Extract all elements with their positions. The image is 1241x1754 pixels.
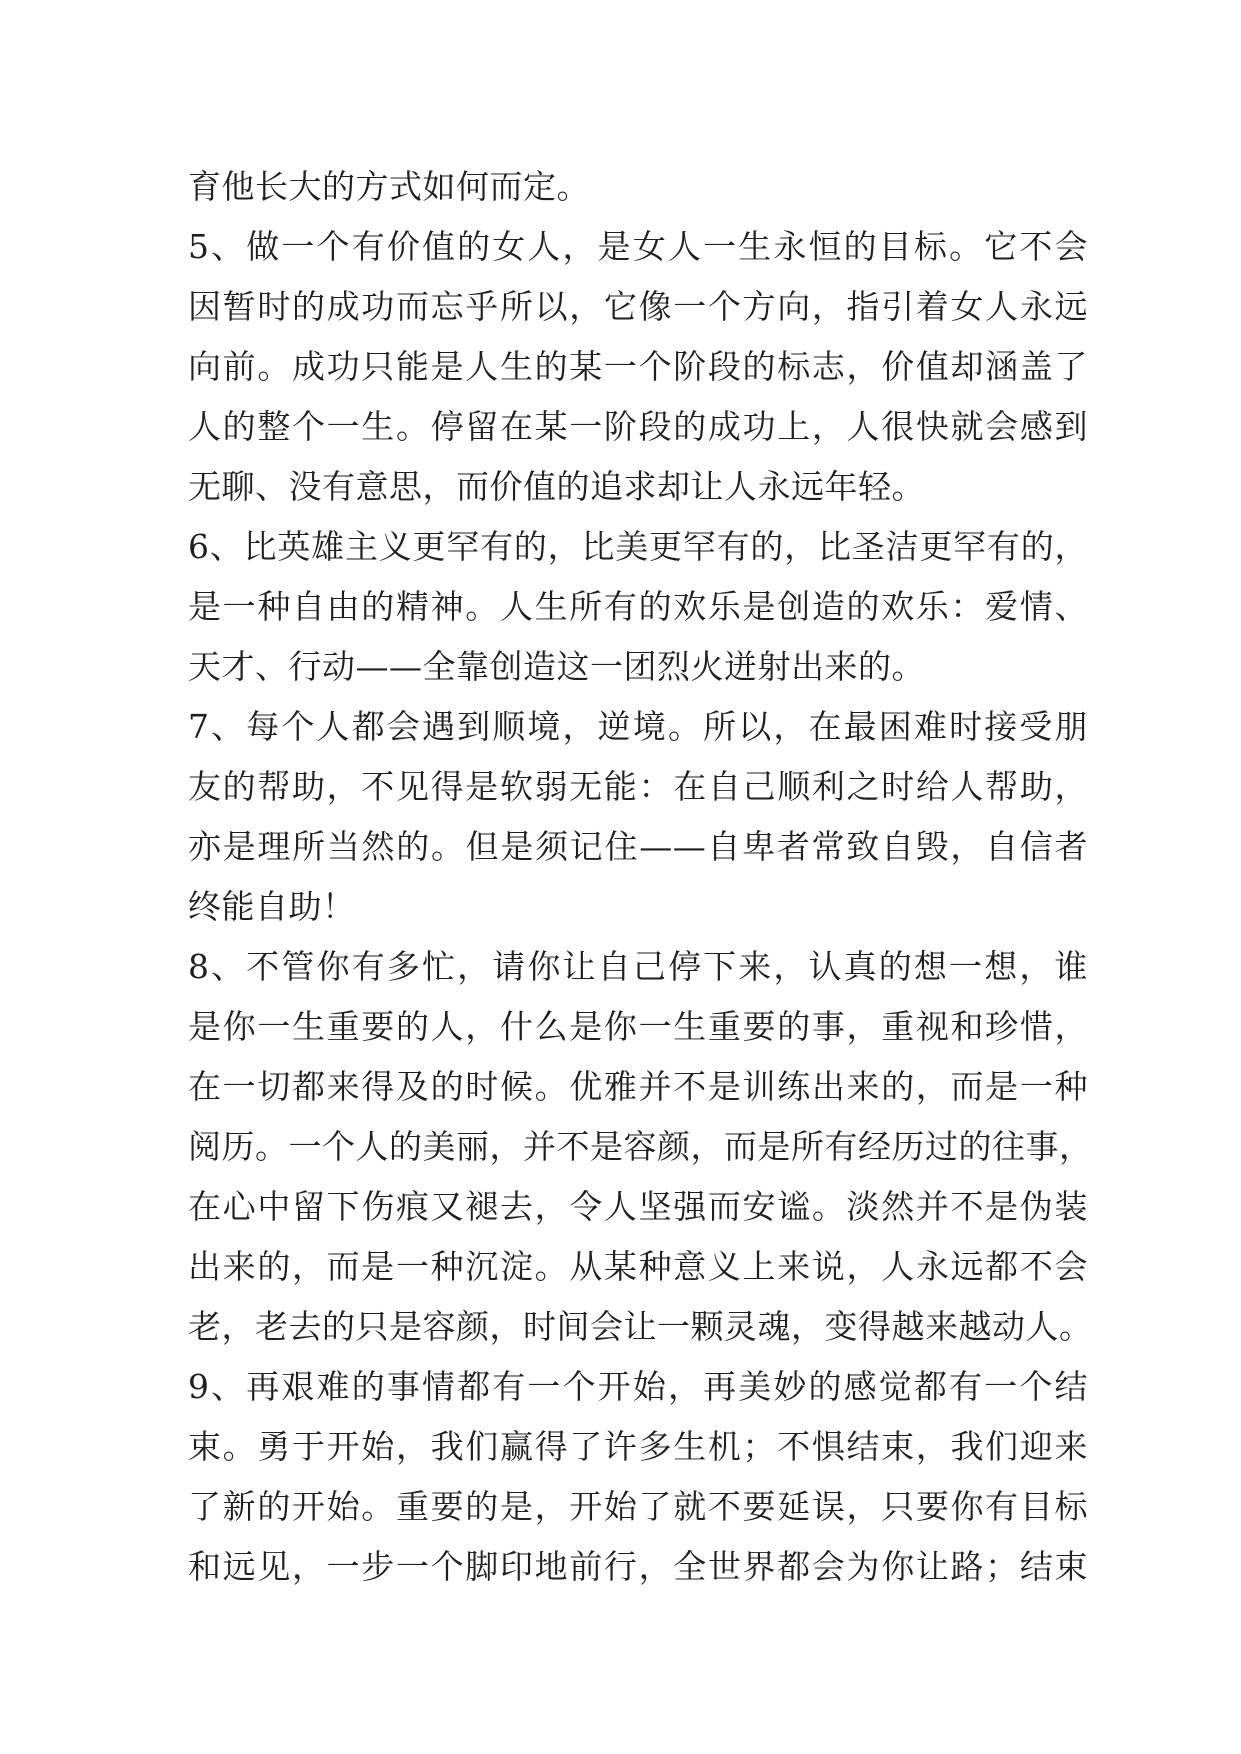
text-line: 7、每个人都会遇到顺境，逆境。所以，在最困难时接受朋: [188, 707, 1088, 746]
text-line: 了新的开始。重要的是，开始了就不要延误，只要你有目标: [188, 1487, 1088, 1526]
text-line: 友的帮助，不见得是软弱无能：在自己顺利之时给人帮助，: [188, 767, 1088, 806]
text-line: 出来的，而是一种沉淀。从某种意义上来说，人永远都不会: [188, 1247, 1088, 1286]
text-line: 在一切都来得及的时候。优雅并不是训练出来的，而是一种: [188, 1067, 1088, 1106]
text-line: 是你一生重要的人，什么是你一生重要的事，重视和珍惜，: [188, 1007, 1088, 1046]
text-line: 在心中留下伤痕又褪去，令人坚强而安谧。淡然并不是伪装: [188, 1187, 1088, 1226]
text-line: 育他长大的方式如何而定。: [188, 167, 590, 206]
text-line: 终能自助！: [188, 887, 356, 926]
text-line: 人的整个一生。停留在某一阶段的成功上，人很快就会感到: [188, 407, 1088, 446]
text-line: 因暂时的成功而忘乎所以，它像一个方向，指引着女人永远: [188, 287, 1088, 326]
text-line: 束。勇于开始，我们赢得了许多生机；不惧结束，我们迎来: [188, 1427, 1088, 1466]
text-line: 5、做一个有价值的女人，是女人一生永恒的目标。它不会: [188, 227, 1088, 266]
text-line: 天才、行动——全靠创造这一团烈火迸射出来的。: [188, 647, 925, 686]
text-line: 老，老去的只是容颜，时间会让一颗灵魂，变得越来越动人。: [188, 1307, 1093, 1346]
text-line: 8、不管你有多忙，请你让自己停下来，认真的想一想，谁: [188, 947, 1088, 986]
text-line: 向前。成功只能是人生的某一个阶段的标志，价值却涵盖了: [188, 347, 1088, 386]
document-body: [188, 157, 1093, 1597]
text-line: 和远见，一步一个脚印地前行，全世界都会为你让路；结束: [188, 1547, 1088, 1586]
text-line: 无聊、没有意思，而价值的追求却让人永远年轻。: [188, 467, 925, 506]
text-line: 是一种自由的精神。人生所有的欢乐是创造的欢乐：爱情、: [188, 587, 1088, 626]
text-line: 阅历。一个人的美丽，并不是容颜，而是所有经历过的往事，: [188, 1127, 1093, 1166]
text-line: 亦是理所当然的。但是须记住——自卑者常致自毁，自信者: [188, 827, 1088, 866]
text-line: 6、比英雄主义更罕有的，比美更罕有的，比圣洁更罕有的，: [188, 527, 1088, 566]
text-line: 9、再艰难的事情都有一个开始，再美妙的感觉都有一个结: [188, 1367, 1088, 1406]
